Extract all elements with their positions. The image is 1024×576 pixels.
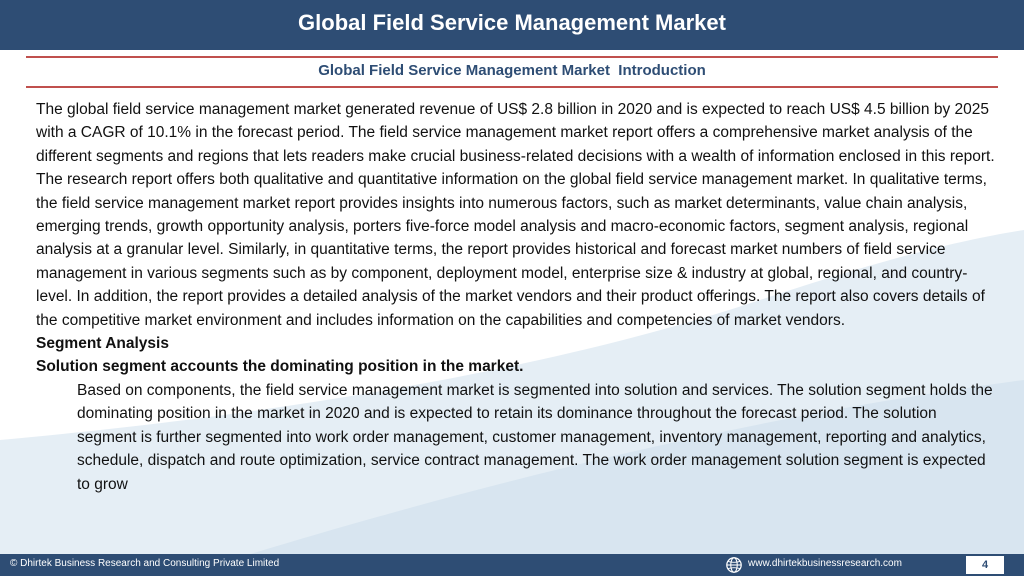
page-number: 4 (966, 556, 1004, 574)
section-header (26, 56, 998, 88)
segment-heading: Segment Analysis (36, 335, 169, 353)
bottom-divider (26, 86, 998, 88)
section-subtitle: Global Field Service Management Market Introduction (318, 62, 706, 79)
copyright-text: © Dhirtek Business Research and Consulting Private Limited (10, 558, 280, 569)
title-bar (0, 0, 1024, 50)
page-title: Global Field Service Management Market (298, 10, 726, 35)
website-link[interactable]: www.dhirtekbusinessresearch.com (748, 558, 902, 569)
segment-subheading: Solution segment accounts the dominating position in the market. (36, 358, 524, 376)
main-content (36, 98, 1000, 496)
top-divider (26, 56, 998, 58)
footer-bar (0, 554, 1024, 576)
intro-paragraph: The global field service management market generated revenue of US$ 2.8 billion in 2020 and is expected to reach US$ 4.5 billion by 2025 with a CAGR of 10.1% in the forecast period. The field service management market report offers a comprehensive market analysis of the different segments and regions that lets readers make crucial business-related decisions with a wealth of information enclosed in this report. The research report offers both qualitative and quantitative information on the global field service management market. In qualitative terms, the field service management market report provides insights into numerous factors, such as market determinants, value chain analysis, emerging trends, growth opportunity analysis, porters five-force model analysis and macro-economic factors, segment analysis, regional analysis at a granular level. Similarly, in quantitative terms, the report provides historical and forecast market numbers of field service management in various segments such as by component, deployment model, enterprise size & industry at global, regional, and country-level. In addition, the report provides a detailed analysis of the market vendors and their product offerings. The report also covers details of the competitive market environment and includes information on the capabilities and competencies of market vendors. (36, 101, 995, 329)
globe-icon (725, 556, 743, 574)
segment-paragraph: Based on components, the field service management market is segmented into solution and services. The solution segment holds the dominating position in the market in 2020 and is expected to retain its dominance throughout the forecast period. The solution segment is further segmented into work order management, customer management, inventory management, reporting and analytics, schedule, dispatch and route optimization, service contract management. The work order management solution segment is expected to grow (77, 381, 993, 493)
